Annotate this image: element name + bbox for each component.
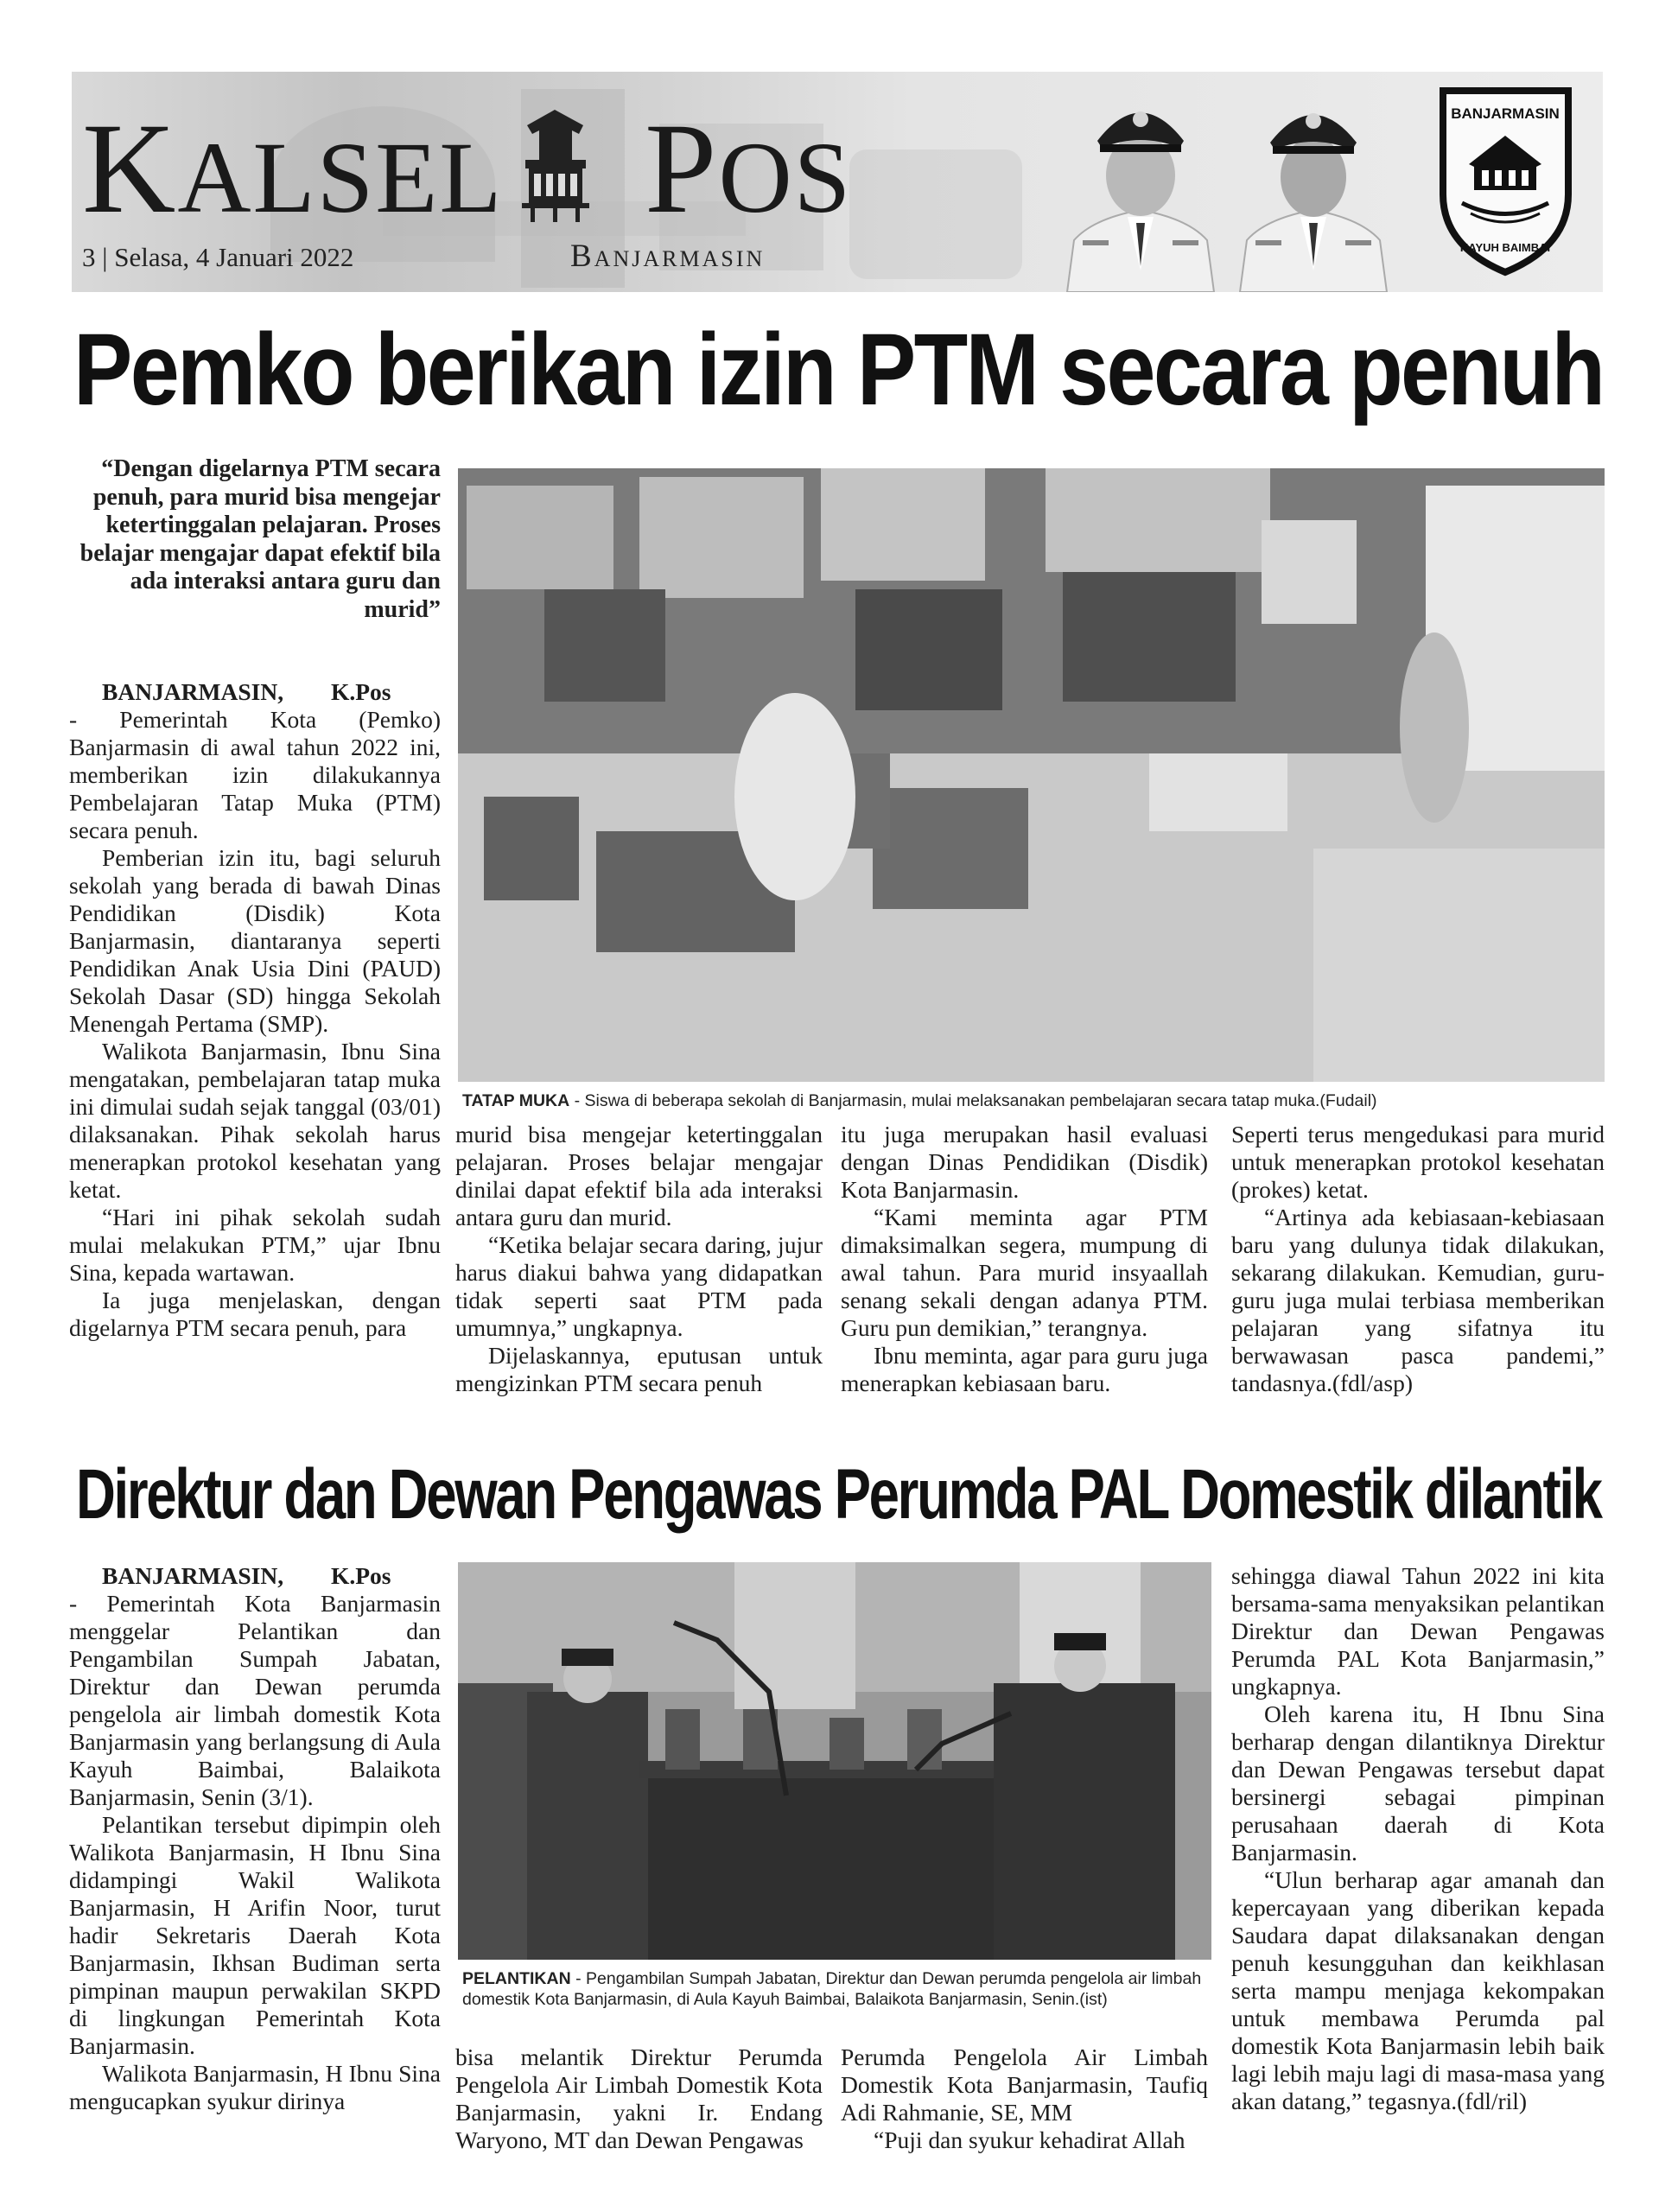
dateline-2: BANJARMASIN, K.Pos bbox=[102, 1562, 391, 1589]
vice-mayor-portrait bbox=[1231, 80, 1395, 292]
svg-text:BANJARMASIN: BANJARMASIN bbox=[1451, 105, 1560, 122]
article-2-headline: Direktur dan Dewan Pengawas Perumda PAL Domestik dilantik bbox=[76, 1455, 1601, 1534]
svg-text:KAYUH BAIMBAI: KAYUH BAIMBAI bbox=[1459, 241, 1551, 254]
traditional-house-icon bbox=[518, 108, 592, 225]
article-1-headline: Pemko berikan izin PTM secara penuh bbox=[73, 313, 1604, 427]
city-emblem-icon bbox=[1434, 82, 1577, 276]
dateline: BANJARMASIN, K.Pos bbox=[102, 678, 391, 705]
article-2-column-2: bisa melantik Direktur Perumda Pengelola Air Limbah Domestik Kota Banjarmasin, yakni Ir. Endang Waryono, MT dan Dewan Pengawas bbox=[455, 2044, 823, 2153]
article-2-column-3: Perumda Pengelola Air Limbah Domestik Kota Banjarmasin, Taufiq Adi Rahmanie, SE, MM “Puji dan syukur kehadirat Allah bbox=[841, 2044, 1208, 2153]
classroom-photo-caption: TATAP MUKA - Siswa di beberapa sekolah di Banjarmasin, mulai melaksanakan pembelajaran secara tatap muka.(Fudail) bbox=[462, 1091, 1377, 1110]
article-2-column-4: sehingga diawal Tahun 2022 ini kita bersama-sama menyaksikan pelantikan Direktur dan Dewan Pengawas Perumda PAL Kota Banjarmasin,” ungkapnya. Oleh karena itu, H Ibnu Sina berharap dengan dilantiknya Direktur dan Dewan Pengawas tersebut dapat bersinergi sebagai pimpinan perusahaan daerah di Kota Banjarmasin. “Ulun berharap agar amanah dan kepercayaan yang diberikan kepada Saudara dapat dilaksanakan dengan penuh kesungguhan dan keikhlasan serta mampu menjaga kekompakan untuk membawa Perumda pal domestik Kota Banjarmasin lebih baik lagi lebih maju lagi di masa-masa yang akan datang,” tegasnya.(fdl/ril) bbox=[1231, 1562, 1605, 2114]
edition-name: Banjarmasin bbox=[570, 238, 766, 274]
inauguration-photo-caption: PELANTIKAN - Pengambilan Sumpah Jabatan, Direktur dan Dewan perumda pengelola air limbah domestik Kota Banjarmasin, di Aula Kayuh Baimbai, Balaikota Banjarmasin, Senin.(ist) bbox=[462, 1969, 1202, 2009]
article-1-column-4: Seperti terus mengedukasi para murid untuk menerapkan protokol kesehatan (prokes) ketat. “Artinya ada kebiasaan-kebiasaan baru yang dulunya tidak dilakukan, sekarang dilakukan. Kemudian, guru-guru juga mulai terbiasa memberikan pelajaran yang sifatnya itu berwawasan pasca pandemi,” tandasnya.(fdl/asp) bbox=[1231, 1121, 1605, 1396]
article-2-column-1: BANJARMASIN, K.Pos - Pemerintah Kota Banjarmasin menggelar Pelantikan dan Pengambilan Sumpah Jabatan, Direktur dan Dewan perumda pengelola air limbah domestik Kota Banjarmasin yang berlangsung di Aula Kayuh Baimbai, Balaikota Banjarmasin, Senin (3/1). Pelantikan tersebut dipimpin oleh Walikota Banjarmasin, H Ibnu Sina didampingi Wakil Walikota Banjarmasin, H Arifin Noor, turut hadir Sekretaris Daerah Kota Banjarmasin, Ikhsan Budiman serta pimpinan maupun perwakilan SKPD di lingkungan Pemerintah Kota Banjarmasin. Walikota Banjarmasin, H Ibnu Sina mengucapkan syukur dirinya bbox=[69, 1562, 441, 2114]
inauguration-photo bbox=[458, 1562, 1211, 1960]
mayor-portrait bbox=[1058, 80, 1223, 292]
issue-date: 3 | Selasa, 4 Januari 2022 bbox=[82, 242, 354, 272]
paper-name-logo: KALSEL POS bbox=[82, 97, 853, 240]
article-1-column-2: murid bisa mengejar ketertinggalan pelajaran. Proses belajar mengajar dinilai dapat efektif bila ada interaksi antara guru dan murid. “Ketika belajar secara daring, jujur harus diakui bahwa yang didapatkan tidak seperti saat PTM pada umumnya,” ungkapnya. Dijelaskannya, eputusan untuk mengizinkan PTM secara penuh bbox=[455, 1121, 823, 1396]
article-1-column-3: itu juga merupakan hasil evaluasi dengan Dinas Pendidikan (Disdik) Kota Banjarmasin. “Kami meminta agar PTM dimaksimalkan segera, mumpung di awal tahun. Para murid insyaallah senang sekali dengan adanya PTM. Guru pun demikian,” terangnya. Ibnu meminta, agar para guru juga menerapkan kebiasaan baru. bbox=[841, 1121, 1208, 1396]
article-1-column-1: BANJARMASIN, K.Pos - Pemerintah Kota (Pemko) Banjarmasin di awal tahun 2022 ini, memberikan izin dilakukannya Pembelajaran Tatap Muka (PTM) secara penuh. Pemberian izin itu, bagi seluruh sekolah yang berada di bawah Dinas Pendidikan (Disdik) Kota Banjarmasin, diantaranya seperti Pendidikan Anak Usia Dini (PAUD) Sekolah Dasar (SD) hingga Sekolah Menengah Pertama (SMP). Walikota Banjarmasin, Ibnu Sina mengatakan, pembelajaran tatap muka ini dimulai sudah sejak tanggal (03/01) dilaksanakan. Pihak sekolah harus menerapkan protokol kesehatan yang ketat. “Hari ini pihak sekolah sudah mulai melakukan PTM,” ujar Ibnu Sina, kepada wartawan. Ia juga menjelaskan, dengan digelarnya PTM secara penuh, para bbox=[69, 678, 441, 1341]
pull-quote: “Dengan digelarnya PTM secara penuh, para murid bisa mengejar ketertinggalan pelajaran. Proses belajar mengajar dapat efektif bila ada interaksi antara guru dan murid” bbox=[79, 455, 441, 623]
classroom-photo bbox=[458, 468, 1605, 1082]
